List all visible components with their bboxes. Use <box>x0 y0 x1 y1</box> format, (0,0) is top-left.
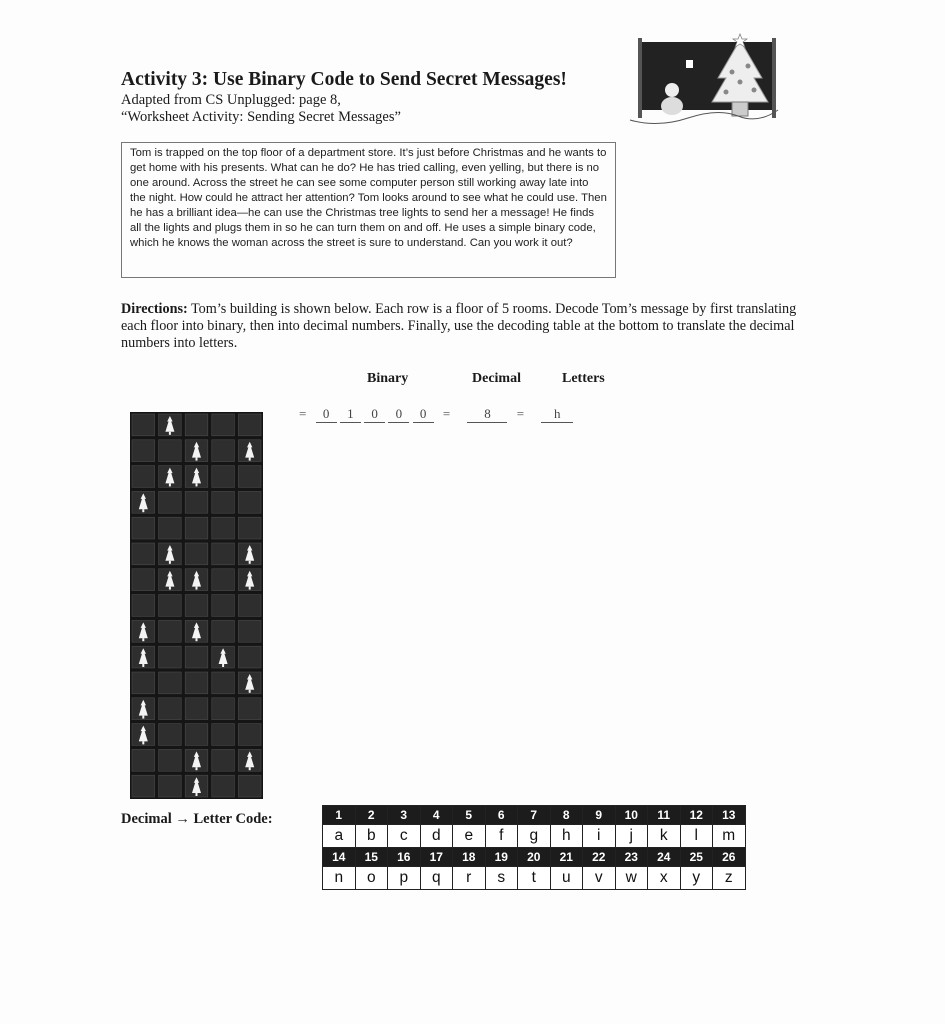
dark-window <box>212 491 235 513</box>
dark-window <box>159 749 182 771</box>
decode-number-cell: 1 <box>323 806 356 825</box>
dark-window <box>185 543 208 565</box>
dark-window <box>132 569 155 591</box>
decode-number-cell: 4 <box>420 806 453 825</box>
story-box: Tom is trapped on the top floor of a department store. It’s just before Christmas and he wants to get home with his presents. What can he do? He has tried calling, even yelling, but there is no one around. Across the street he can see some computer person still working away late into the night. How could he attract her attention? Tom looks around to see what he could use. Then he has a brilliant idea—he can use the Christmas tree lights to send her a message! He finds all the lights and plugs them in so he can turn them on and off. He uses a simple binary code, which he knows the woman across the street is sure to understand. Can you work it out? <box>121 142 616 278</box>
dark-window <box>159 595 182 617</box>
dark-window <box>132 775 155 797</box>
decode-number-cell: 22 <box>583 848 616 867</box>
decode-number-row <box>323 848 746 867</box>
example-bit: 0 <box>388 406 409 423</box>
dark-window <box>185 724 208 746</box>
tree-trunk <box>196 483 198 486</box>
dark-window <box>238 517 261 539</box>
dark-window <box>238 491 261 513</box>
binary-column-header: Binary <box>367 371 409 386</box>
directions-text <box>121 301 821 352</box>
dark-window <box>185 672 208 694</box>
tree-trunk <box>196 767 198 770</box>
dark-window <box>132 543 155 565</box>
decode-number-cell: 21 <box>550 848 583 867</box>
dark-window <box>212 595 235 617</box>
dark-window <box>238 620 261 642</box>
decode-letter-cell: b <box>355 825 388 848</box>
tree-trunk <box>249 458 251 461</box>
dark-window <box>132 440 155 462</box>
decode-table-label: Decimal → Letter Code: <box>121 811 273 827</box>
decode-letter-row <box>323 867 746 890</box>
dark-window <box>238 595 261 617</box>
decode-table <box>322 805 746 890</box>
decode-number-cell: 13 <box>713 806 746 825</box>
dark-window <box>212 620 235 642</box>
decode-letter-cell: v <box>583 867 616 890</box>
decode-number-cell: 2 <box>355 806 388 825</box>
decode-number-cell: 17 <box>420 848 453 867</box>
tree-trunk <box>249 690 251 693</box>
example-letter: h <box>541 406 573 423</box>
dark-window <box>185 517 208 539</box>
dark-window <box>132 672 155 694</box>
example-decimal: 8 <box>467 406 507 423</box>
decode-letter-cell: u <box>550 867 583 890</box>
building-grid <box>130 412 263 799</box>
dark-window <box>238 775 261 797</box>
decode-letter-cell: w <box>615 867 648 890</box>
decode-number-cell: 16 <box>388 848 421 867</box>
dark-window <box>185 698 208 720</box>
dark-window <box>212 775 235 797</box>
decode-number-cell: 19 <box>485 848 518 867</box>
tree-trunk <box>142 741 144 744</box>
dark-window <box>212 543 235 565</box>
decode-number-cell: 18 <box>453 848 486 867</box>
dark-window <box>238 724 261 746</box>
dark-window <box>159 775 182 797</box>
tree-trunk <box>249 767 251 770</box>
decode-letter-cell: k <box>648 825 681 848</box>
tree-trunk <box>196 458 198 461</box>
tree-trunk <box>249 561 251 564</box>
decode-letter-cell: y <box>680 867 713 890</box>
decode-number-cell: 12 <box>680 806 713 825</box>
example-bit: 0 <box>316 406 337 423</box>
decode-number-cell: 20 <box>518 848 551 867</box>
decode-number-cell: 23 <box>615 848 648 867</box>
decode-letter-cell: p <box>388 867 421 890</box>
decode-letter-cell: f <box>485 825 518 848</box>
dark-window <box>185 491 208 513</box>
decode-number-row <box>323 806 746 825</box>
decode-letter-cell: i <box>583 825 616 848</box>
decode-number-cell: 7 <box>518 806 551 825</box>
tree-trunk <box>142 716 144 719</box>
decode-letter-cell: o <box>355 867 388 890</box>
dark-window <box>132 466 155 488</box>
equals-sign: = <box>442 406 451 421</box>
dark-window <box>238 414 261 436</box>
decode-letter-cell: l <box>680 825 713 848</box>
activity-title: Activity 3: Use Binary Code to Send Secret Messages! <box>121 69 567 90</box>
decode-letter-cell: z <box>713 867 746 890</box>
decode-letter-cell: a <box>323 825 356 848</box>
dark-window <box>159 646 182 668</box>
decode-letter-cell: t <box>518 867 551 890</box>
dark-window <box>212 517 235 539</box>
example-answer-row <box>293 406 573 423</box>
dark-window <box>132 414 155 436</box>
adapted-from-line: Adapted from CS Unplugged: page 8, <box>121 92 341 108</box>
dark-window <box>238 646 261 668</box>
dark-window <box>132 595 155 617</box>
decode-number-cell: 24 <box>648 848 681 867</box>
dark-window <box>185 414 208 436</box>
decode-letter-cell: c <box>388 825 421 848</box>
dark-window <box>212 414 235 436</box>
dark-window <box>185 646 208 668</box>
decode-letter-cell: m <box>713 825 746 848</box>
decode-letter-cell: r <box>453 867 486 890</box>
tree-trunk <box>196 638 198 641</box>
dark-window <box>159 440 182 462</box>
equals-sign: = <box>516 406 525 421</box>
letters-column-header: Letters <box>562 371 605 386</box>
dark-window <box>212 698 235 720</box>
directions-label: Directions: <box>121 301 188 317</box>
decode-number-cell: 6 <box>485 806 518 825</box>
decode-letter-cell: j <box>615 825 648 848</box>
decode-letter-cell: e <box>453 825 486 848</box>
decode-number-cell: 15 <box>355 848 388 867</box>
decode-number-cell: 5 <box>453 806 486 825</box>
tree-trunk <box>142 509 144 512</box>
decode-number-cell: 25 <box>680 848 713 867</box>
decode-number-cell: 26 <box>713 848 746 867</box>
decode-letter-cell: h <box>550 825 583 848</box>
decode-letter-cell: n <box>323 867 356 890</box>
tree-trunk <box>169 483 171 486</box>
decode-letter-cell: q <box>420 867 453 890</box>
dark-window <box>212 724 235 746</box>
tree-trunk <box>222 664 224 667</box>
tree-trunk <box>196 793 198 796</box>
dark-window <box>238 698 261 720</box>
worksheet-name-line: “Worksheet Activity: Sending Secret Messages” <box>121 109 401 125</box>
decode-number-cell: 3 <box>388 806 421 825</box>
dark-window <box>185 595 208 617</box>
tree-trunk <box>249 587 251 590</box>
dark-window <box>159 491 182 513</box>
christmas-tree-illustration <box>628 32 783 132</box>
decode-letter-cell: s <box>485 867 518 890</box>
tree-trunk <box>169 432 171 435</box>
decode-letter-cell: x <box>648 867 681 890</box>
dark-window <box>132 749 155 771</box>
decode-number-cell: 9 <box>583 806 616 825</box>
tree-trunk <box>169 561 171 564</box>
example-bit: 0 <box>413 406 434 423</box>
decode-letter-cell: g <box>518 825 551 848</box>
dark-window <box>212 440 235 462</box>
dark-window <box>212 466 235 488</box>
decode-number-cell: 11 <box>648 806 681 825</box>
dark-window <box>212 672 235 694</box>
dark-window <box>159 724 182 746</box>
decimal-column-header: Decimal <box>472 371 521 386</box>
decode-letter-row <box>323 825 746 848</box>
dark-window <box>238 466 261 488</box>
dark-window <box>159 698 182 720</box>
example-bit: 1 <box>340 406 361 423</box>
dark-window <box>132 517 155 539</box>
tree-trunk <box>142 638 144 641</box>
dark-window <box>159 620 182 642</box>
tree-trunk <box>169 587 171 590</box>
equals-sign: = <box>299 406 307 421</box>
dark-window <box>159 517 182 539</box>
tree-trunk <box>142 664 144 667</box>
decode-number-cell: 10 <box>615 806 648 825</box>
decode-number-cell: 8 <box>550 806 583 825</box>
decode-number-cell: 14 <box>323 848 356 867</box>
decode-letter-cell: d <box>420 825 453 848</box>
example-bit: 0 <box>364 406 385 423</box>
tree-trunk <box>196 587 198 590</box>
dark-window <box>159 672 182 694</box>
directions-body: Tom’s building is shown below. Each row is a floor of 5 rooms. Decode Tom’s message by first translating each floor into binary, then into decimal numbers. Finally, use the decoding table at the bottom to translate the decimal numbers into letters. <box>121 301 797 351</box>
dark-window <box>212 749 235 771</box>
dark-window <box>212 569 235 591</box>
